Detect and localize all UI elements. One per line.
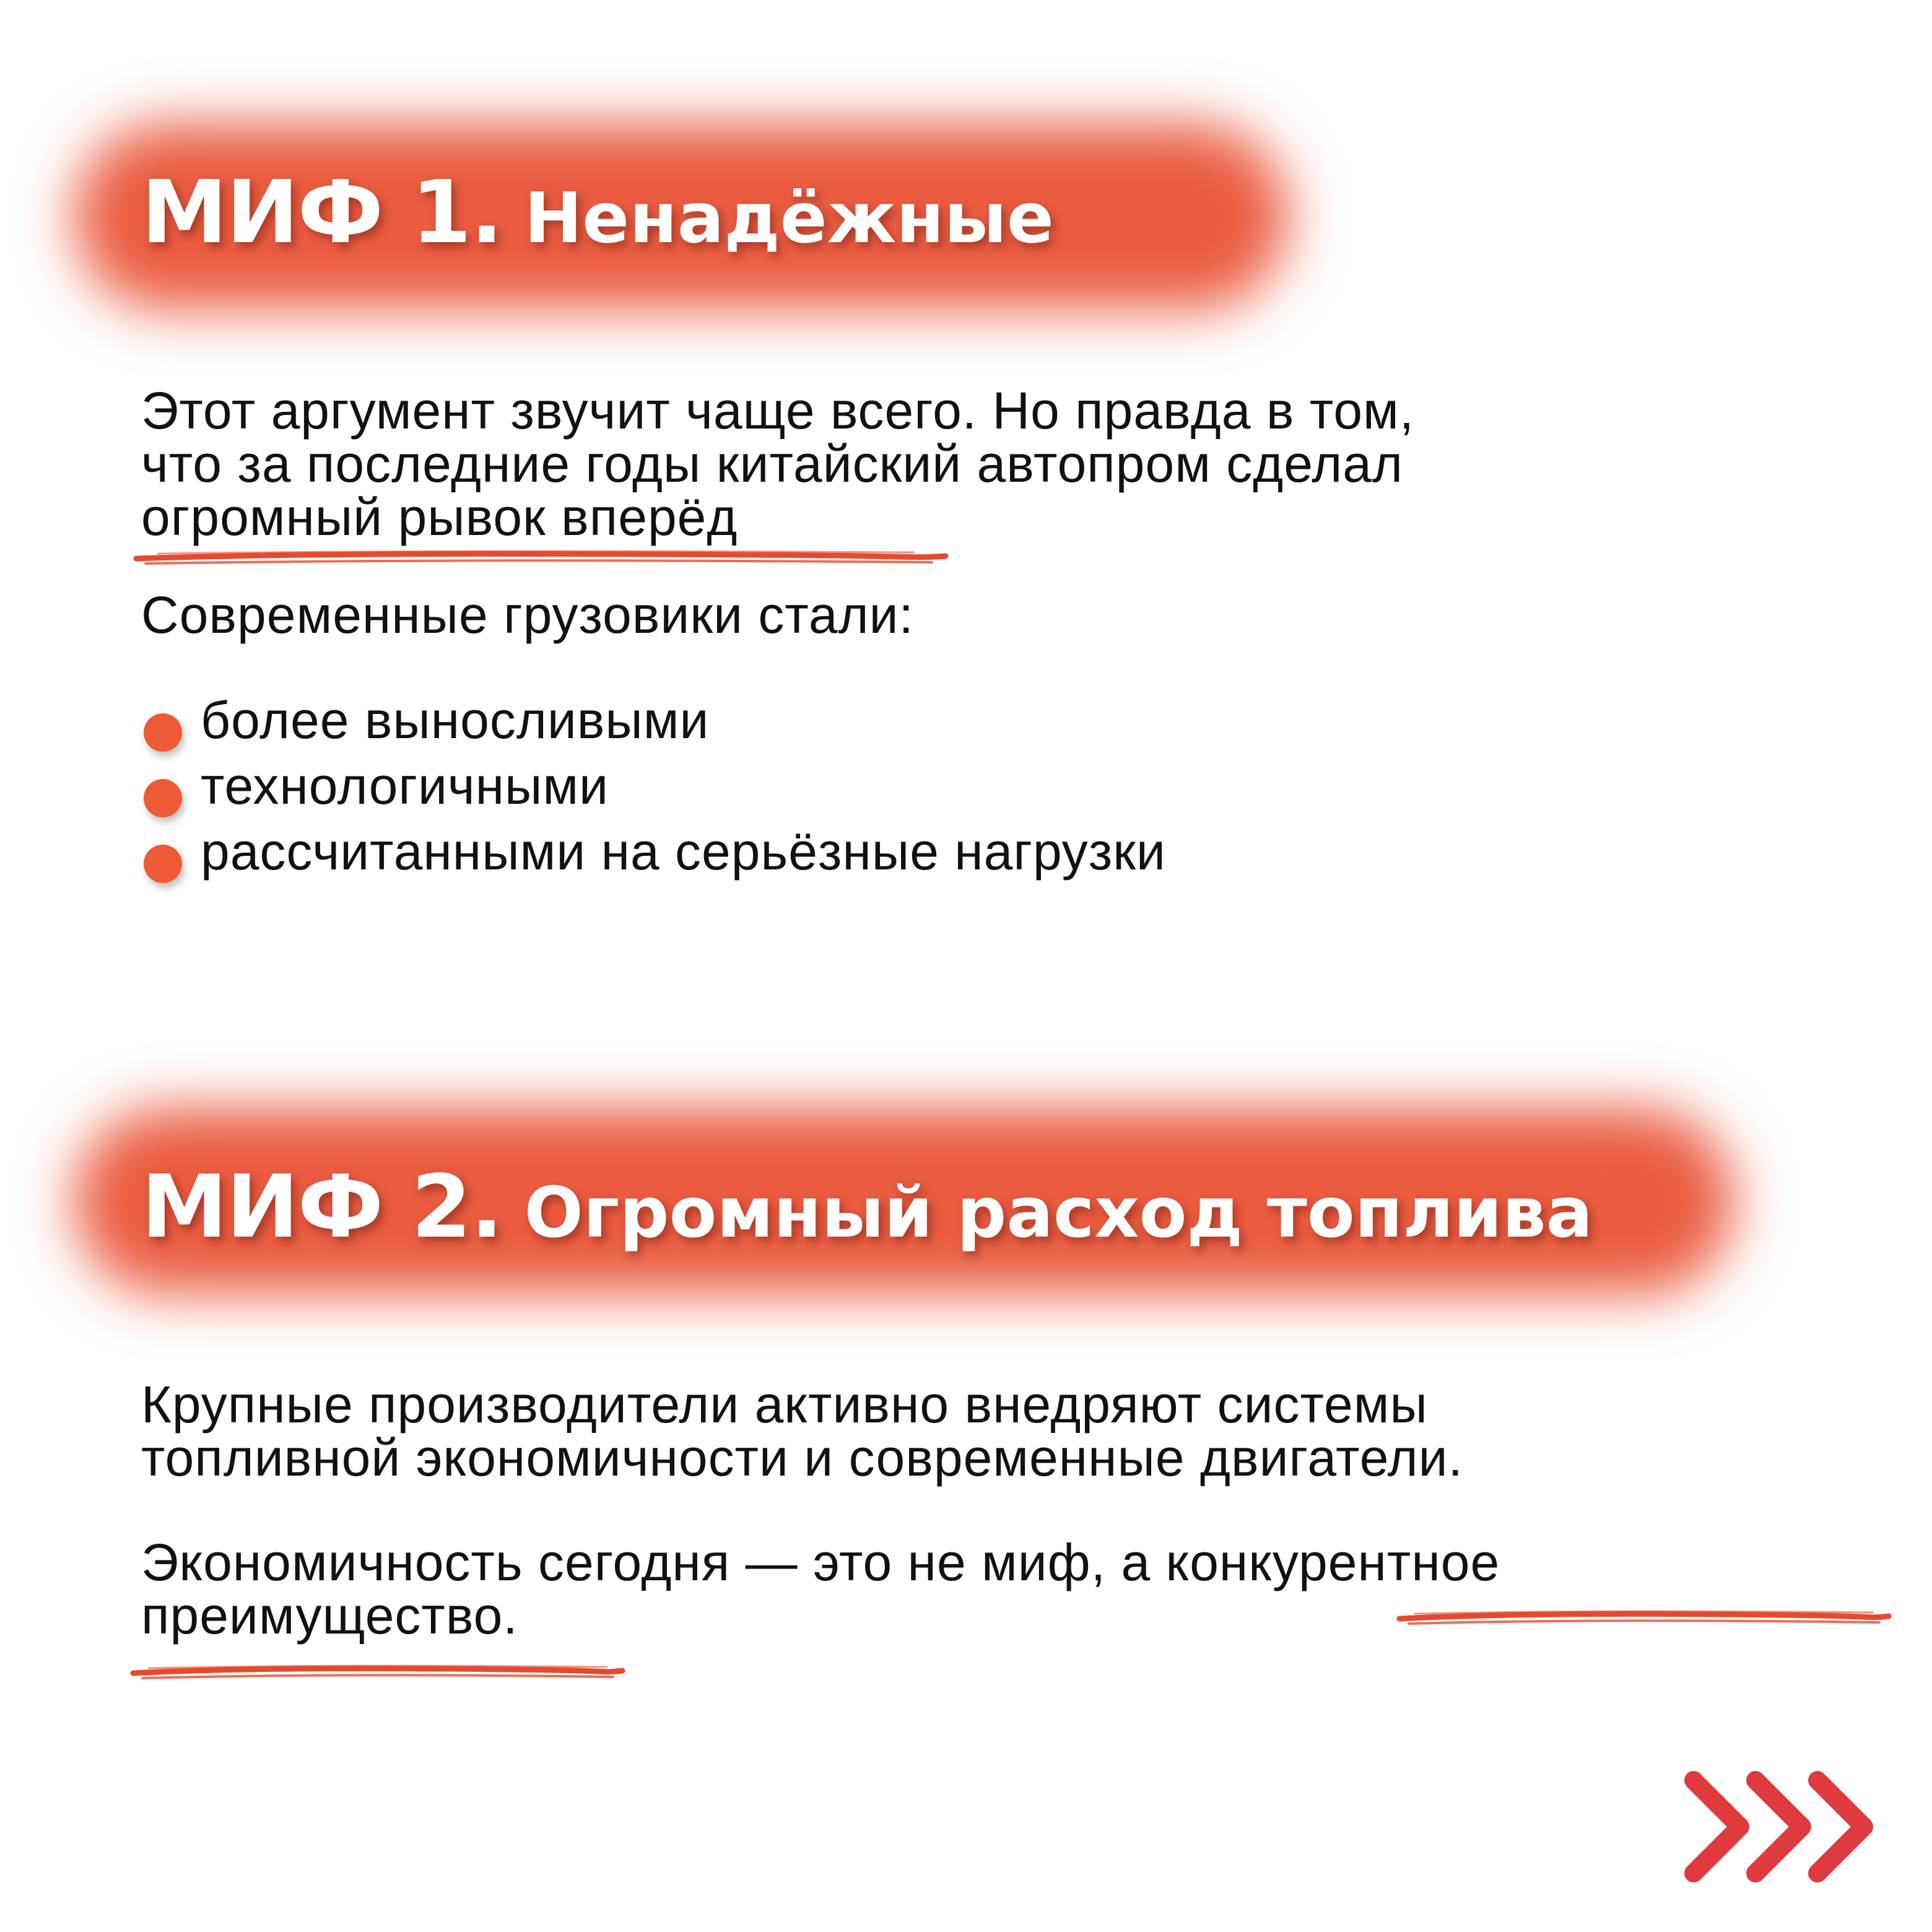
- myth-2-conclusion-line: Экономичность сегодня — это не миф, а конкурентное: [141, 1533, 1500, 1591]
- list-item: [141, 753, 1166, 819]
- myth-1-number: МИФ 1.: [141, 162, 502, 263]
- bullet-dot-icon: [144, 779, 182, 817]
- brush-underline: [130, 1660, 625, 1684]
- brush-underline: [133, 545, 951, 570]
- triple-chevron-right-icon[interactable]: [1681, 1768, 1892, 1886]
- myth-2-line: топливной экономичности и современные двигатели.: [141, 1429, 1463, 1487]
- myth-1-intro-line-highlighted: огромный рывок вперёд: [141, 488, 738, 546]
- myth-2-conclusion: [141, 1533, 1500, 1645]
- myth-1-heading: [141, 162, 1054, 263]
- bullet-dot-icon: [144, 713, 182, 752]
- list-item-text: более выносливыми: [201, 691, 710, 749]
- myth-1-intro: [141, 381, 1415, 546]
- myth-2-number: МИФ 2.: [141, 1157, 502, 1258]
- list-heading: Современные грузовики стали:: [141, 586, 914, 644]
- myth-2-line: Крупные производители активно внедряют системы: [141, 1375, 1428, 1434]
- myth-2-paragraph: [141, 1375, 1463, 1487]
- advantages-list: [141, 687, 1166, 884]
- myth-2-title: Огромный расход топлива: [524, 1173, 1593, 1253]
- myth-1-intro-line: что за последние годы китайский автопром сделал: [141, 435, 1403, 493]
- list-item-text: технологичными: [201, 757, 609, 815]
- brush-underline: [1396, 1605, 1892, 1630]
- list-item-text: рассчитанными на серьёзные нагрузки: [201, 822, 1166, 881]
- bullet-dot-icon: [144, 845, 182, 883]
- myth-1-intro-line: Этот аргумент звучит чаще всего. Но правда в том,: [141, 381, 1415, 440]
- myth-2-heading: [141, 1157, 1593, 1258]
- myth-1-title: Ненадёжные: [524, 178, 1054, 259]
- list-item: [141, 687, 1166, 753]
- list-item: [141, 819, 1166, 884]
- myth-2-conclusion-line: преимущество.: [141, 1586, 518, 1645]
